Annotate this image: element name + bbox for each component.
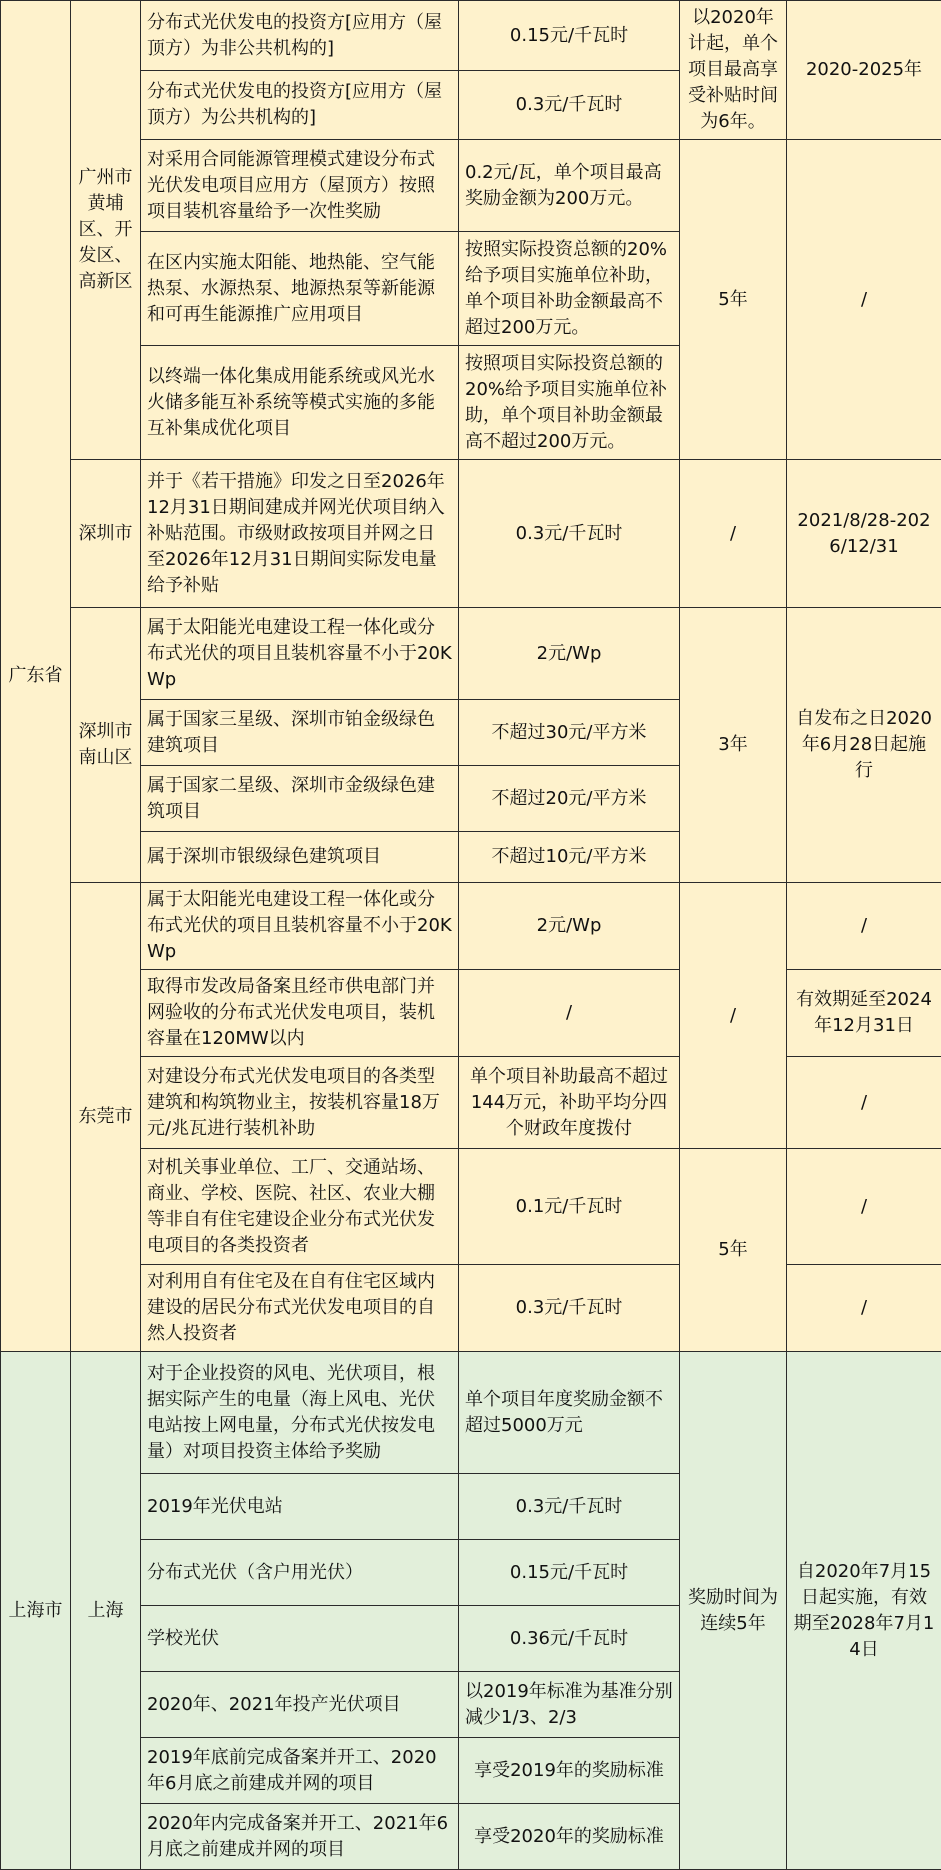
validity-period: 有效期延至2024年12月31日 (787, 970, 941, 1057)
item-description: 2019年光伏电站 (141, 1474, 459, 1540)
table-row (1, 460, 941, 534)
subsidy-amount: 不超过20元/平方米 (459, 766, 680, 832)
item-description: 分布式光伏发电的投资方[应用方（屋顶方）为公共机构的] (141, 71, 459, 140)
validity-period: / (787, 1057, 941, 1149)
subsidy-duration: 以2020年计起，单个项目最高享受补贴时间为6年。 (680, 1, 787, 140)
subsidy-amount: / (459, 970, 680, 1057)
item-description: 以终端一体化集成用能系统或风光水火储多能互补系统等模式实施的多能互补集成优化项目 (141, 346, 459, 460)
item-description: 对采用合同能源管理模式建设分布式光伏发电项目应用方（屋顶方）按照项目装机容量给予一次性奖励 (141, 140, 459, 232)
table-row (1, 1, 941, 71)
table-row (1, 140, 941, 232)
validity-period: / (787, 1149, 941, 1265)
subsidy-amount: 0.1元/千瓦时 (459, 1149, 680, 1265)
subsidy-amount: 不超过10元/平方米 (459, 832, 680, 883)
subsidy-amount: 0.36元/千瓦时 (459, 1606, 680, 1672)
subsidy-amount: 0.3元/千瓦时 (459, 71, 680, 140)
province-cell: 广东省 (1, 1, 71, 1352)
validity-period: / (787, 140, 941, 460)
city-cell: 深圳市 (71, 460, 141, 608)
subsidy-amount: 0.3元/千瓦时 (459, 460, 680, 608)
item-description: 学校光伏 (141, 1606, 459, 1672)
city-cell: 深圳市南山区 (71, 608, 141, 883)
item-description: 并于《若干措施》印发之日至2026年12月31日期间建成并网光伏项目纳入补贴范围。市级财政按项目并网之日至2026年12月31日期间实际发电量给予补贴 (141, 460, 459, 608)
subsidy-duration: 奖励时间为连续5年 (680, 1352, 787, 1870)
subsidy-amount: 享受2019年的奖励标准 (459, 1738, 680, 1804)
item-description: 分布式光伏（含户用光伏） (141, 1540, 459, 1606)
item-description: 属于国家三星级、深圳市铂金级绿色建筑项目 (141, 700, 459, 766)
item-description: 属于国家二星级、深圳市金级绿色建筑项目 (141, 766, 459, 832)
subsidy-duration: / (680, 460, 787, 608)
item-description: 2019年底前完成备案并开工、2020年6月底之前建成并网的项目 (141, 1738, 459, 1804)
subsidy-duration: 5年 (680, 140, 787, 460)
subsidy-duration: 5年 (680, 1149, 787, 1352)
table-row (1, 970, 941, 1014)
table-row (1, 1149, 941, 1207)
subsidy-amount: 单个项目补助最高不超过144万元，补助平均分四个财政年度拨付 (459, 1057, 680, 1149)
item-description: 分布式光伏发电的投资方[应用方（屋顶方）为非公共机构的] (141, 1, 459, 71)
validity-period: 2021/8/28-2026/12/31 (787, 460, 941, 608)
subsidy-amount: 不超过30元/平方米 (459, 700, 680, 766)
subsidy-amount: 2元/Wp (459, 883, 680, 970)
item-description: 属于太阳能光电建设工程一体化或分布式光伏的项目且装机容量不小于20KWp (141, 608, 459, 700)
subsidy-amount: 0.3元/千瓦时 (459, 1265, 680, 1352)
item-description: 属于深圳市银级绿色建筑项目 (141, 832, 459, 883)
table-row (1, 608, 941, 700)
validity-period: / (787, 1265, 941, 1352)
item-description: 对利用自有住宅及在自有住宅区域内建设的居民分布式光伏发电项目的自然人投资者 (141, 1265, 459, 1352)
subsidy-amount: 2元/Wp (459, 608, 680, 700)
item-description: 2020年、2021年投产光伏项目 (141, 1672, 459, 1738)
validity-period: 自发布之日2020年6月28日起施行 (787, 608, 941, 883)
table-row (1, 1265, 941, 1309)
item-description: 在区内实施太阳能、地热能、空气能热泵、水源热泵、地源热泵等新能源和可再生能源推广应用项目 (141, 232, 459, 346)
validity-period: 自2020年7月15日起实施，有效期至2028年7月14日 (787, 1352, 941, 1870)
city-cell: 上海 (71, 1352, 141, 1870)
item-description: 对机关事业单位、工厂、交通站场、商业、学校、医院、社区、农业大棚等非自有住宅建设企业分布式光伏发电项目的各类投资者 (141, 1149, 459, 1265)
table-row (1, 883, 941, 970)
city-cell: 东莞市 (71, 883, 141, 1352)
subsidy-amount: 0.3元/千瓦时 (459, 1474, 680, 1540)
subsidy-amount: 按照实际投资总额的20%给予项目实施单位补助，单个项目补助金额最高不超过200万元。 (459, 232, 680, 346)
item-description: 取得市发改局备案且经市供电部门并网验收的分布式光伏发电项目，装机容量在120MW以内 (141, 970, 459, 1057)
subsidy-duration: 3年 (680, 608, 787, 883)
subsidy-amount: 享受2020年的奖励标准 (459, 1804, 680, 1870)
subsidy-amount: 0.15元/千瓦时 (459, 1540, 680, 1606)
validity-period: / (787, 883, 941, 970)
subsidy-amount: 0.15元/千瓦时 (459, 1, 680, 71)
item-description: 对于企业投资的风电、光伏项目，根据实际产生的电量（海上风电、光伏电站按上网电量，分布式光伏按发电量）对项目投资主体给予奖励 (141, 1352, 459, 1474)
item-description: 属于太阳能光电建设工程一体化或分布式光伏的项目且装机容量不小于20KWp (141, 883, 459, 970)
table-row (1, 1057, 941, 1103)
province-cell: 上海市 (1, 1352, 71, 1870)
subsidy-amount: 以2019年标准为基准分别减少1/3、2/3 (459, 1672, 680, 1738)
item-description: 对建设分布式光伏发电项目的各类型建筑和构筑物业主，按装机容量18万元/兆瓦进行装机补助 (141, 1057, 459, 1149)
subsidy-duration: / (680, 883, 787, 1149)
subsidy-amount: 单个项目年度奖励金额不超过5000万元 (459, 1352, 680, 1474)
subsidy-amount: 0.2元/瓦，单个项目最高奖励金额为200万元。 (459, 140, 680, 232)
city-cell: 广州市黄埔区、开发区、高新区 (71, 1, 141, 460)
validity-period: 2020-2025年 (787, 1, 941, 140)
table-row (1, 1352, 941, 1474)
subsidy-amount: 按照项目实际投资总额的20%给予项目实施单位补助，单个项目补助金额最高不超过200万元。 (459, 346, 680, 460)
item-description: 2020年内完成备案并开工、2021年6月底之前建成并网的项目 (141, 1804, 459, 1870)
